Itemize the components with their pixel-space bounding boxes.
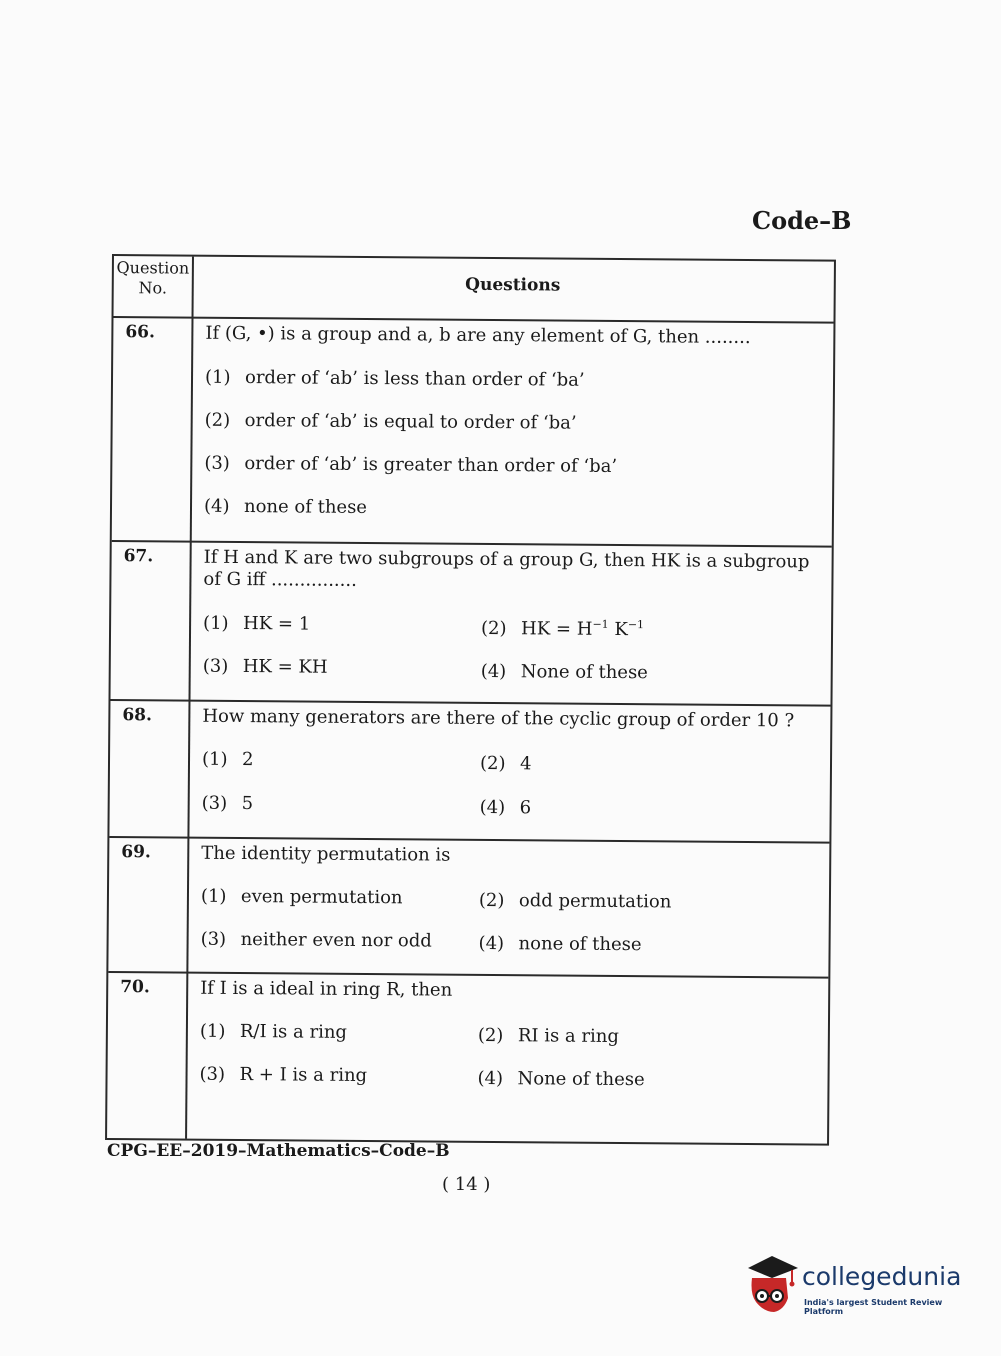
question-number: 67. [123, 546, 154, 567]
question-number: 68. [122, 705, 153, 726]
question-stem: How many generators are there of the cyclic group of order 10 ? [202, 705, 795, 732]
option-text-part: K [608, 618, 628, 641]
option [480, 797, 532, 818]
column-header-question-no [116, 258, 190, 299]
questions-table [105, 254, 836, 1146]
option-text: HK = KH [242, 656, 328, 678]
question-stem: If (G, •) is a group and a, b are any element of G, then ........ [205, 322, 751, 349]
option-text: 4 [519, 753, 532, 775]
option-superscript: −1 [627, 618, 645, 632]
option-number: (1) [200, 885, 227, 907]
option-text: order of ‘ab’ is less than order of ‘ba’ [244, 367, 585, 391]
option-text: 6 [519, 797, 532, 819]
footer-paper-code: CPG–EE–2019–Mathematics–Code–B [107, 1141, 450, 1161]
paper-code-label: Code–B [752, 206, 852, 235]
option-number: (2) [478, 889, 505, 912]
option-number: (1) [204, 366, 231, 388]
question-number-column [107, 256, 194, 1139]
option-number: (4) [479, 796, 506, 819]
option-number: (3) [199, 1063, 226, 1085]
option-text: 5 [241, 793, 254, 815]
question-number: 70. [120, 977, 150, 998]
question-stem: The identity permutation is [201, 842, 451, 866]
option [481, 617, 644, 640]
option [199, 1064, 367, 1086]
page-number: ( 14 ) [442, 1174, 491, 1195]
option [205, 410, 577, 434]
option-text: neither even nor odd [240, 929, 432, 952]
column-header-line-1: Question [116, 258, 190, 278]
mascot-icon [742, 1248, 804, 1320]
option [201, 886, 403, 909]
option-number: (3) [200, 928, 227, 950]
option-text: None of these [517, 1068, 645, 1091]
column-header-questions: Questions [465, 274, 561, 296]
option-number: (4) [480, 660, 507, 683]
option [479, 933, 642, 955]
option-text: HK = H [520, 618, 593, 640]
option-text: 2 [241, 749, 254, 771]
question-stem: If H and K are two subgroups of a group G, then HK is a subgroup of G iff ............... [203, 546, 810, 591]
option-number: (3) [204, 452, 230, 474]
option [202, 749, 254, 770]
column-header-line-2: No. [138, 278, 168, 298]
option-text: R/I is a ring [239, 1021, 348, 1043]
option [477, 1068, 644, 1090]
question-stem: If I is a ideal in ring R, then [200, 977, 453, 1001]
option-text: None of these [520, 661, 648, 684]
option-number: (1) [203, 612, 229, 634]
option-text: order of ‘ab’ is greater than order of ‘ba’ [244, 453, 618, 477]
option [200, 1021, 347, 1043]
option-text: HK = 1 [243, 613, 311, 635]
option [205, 367, 585, 391]
option [201, 929, 432, 952]
option [481, 661, 648, 683]
brand-tagline: India's largest Student Review Platform [804, 1298, 943, 1316]
option-text: R + I is a ring [239, 1064, 368, 1087]
option [478, 1025, 619, 1047]
question-number: 69. [121, 842, 151, 863]
option [479, 890, 672, 913]
option [203, 656, 328, 678]
watermark-logo [742, 1248, 972, 1320]
brand-name: collegedunia [802, 1262, 962, 1291]
option-number: (3) [202, 655, 229, 677]
option-number: (2) [480, 617, 507, 640]
option-text: order of ‘ab’ is equal to order of ‘ba’ [244, 410, 577, 434]
option-number: (4) [477, 1067, 504, 1090]
option-text: none of these [518, 933, 642, 956]
option [203, 613, 310, 635]
option-number: (4) [203, 495, 230, 517]
option-text: none of these [243, 496, 368, 519]
option-text: odd permutation [518, 890, 672, 913]
option-number: (1) [199, 1020, 226, 1042]
option-number: (4) [478, 932, 505, 955]
option-number: (2) [477, 1024, 504, 1047]
option-text: RI is a ring [517, 1025, 619, 1048]
option-superscript: −1 [592, 617, 609, 631]
option-number: (3) [201, 792, 228, 814]
option-number: (2) [479, 752, 506, 775]
question-number: 66. [125, 322, 156, 343]
option [202, 793, 254, 814]
option [480, 753, 532, 774]
option [204, 453, 617, 477]
option-number: (1) [201, 748, 228, 770]
option-number: (2) [204, 409, 231, 431]
option-text: even permutation [240, 886, 403, 909]
option [204, 496, 367, 518]
